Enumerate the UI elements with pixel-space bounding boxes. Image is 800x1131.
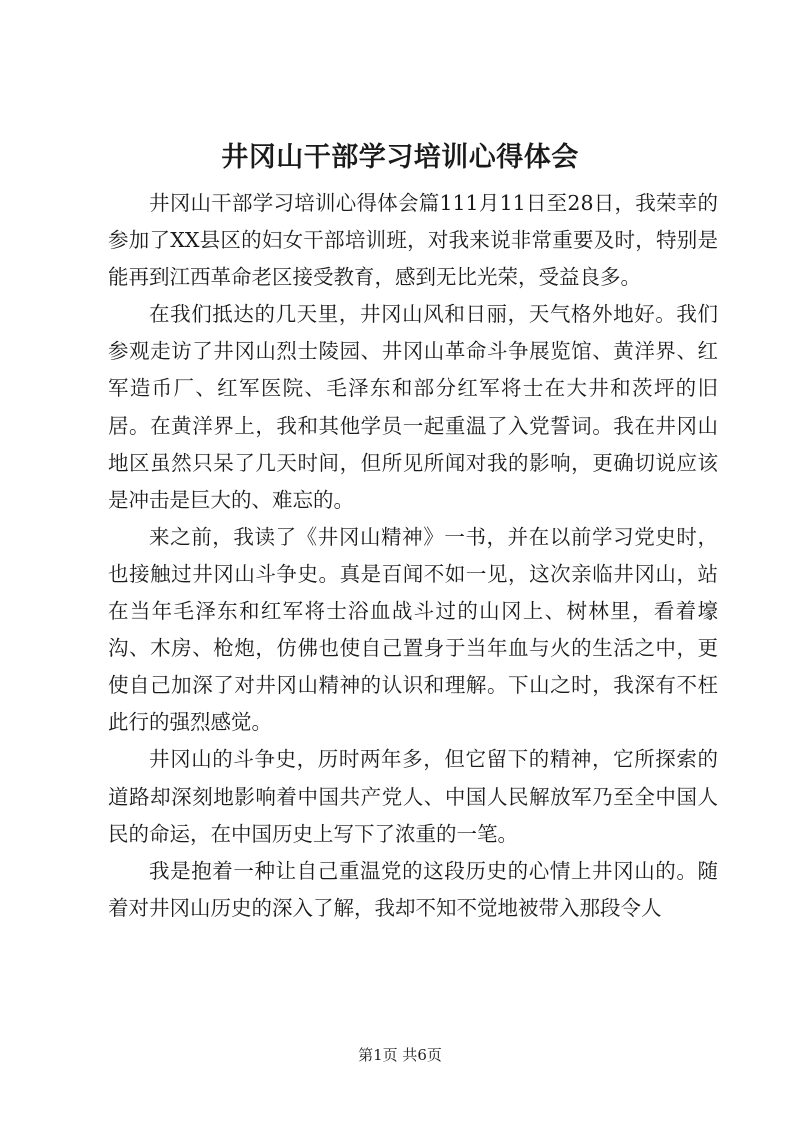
paragraph-3: 来之前，我读了《井冈山精神》一书，并在以前学习党史时，也接触过井冈山斗争史。真是百闻不如一见，这次亲临井冈山，站在当年毛泽东和红军将士浴血战斗过的山冈上、树林里，看着壕沟、木房、枪炮，仿佛也使自己置身于当年血与火的生活之中，更使自己加深了对井冈山精神的认识和理解。下山之时，我深有不枉此行的强烈感觉。: [108, 524, 718, 735]
page-number-footer: 第1页 共6页: [358, 1046, 442, 1064]
document-title: 井冈山干部学习培训心得体会: [221, 142, 579, 173]
document-body: [108, 185, 718, 927]
paragraph-1: 井冈山干部学习培训心得体会篇111月11日至28日，我荣幸的参加了XX县区的妇女干部培训班，对我来说非常重要及时，特别是能再到江西革命老区接受教育，感到无比光荣，受益良多。: [108, 191, 718, 290]
paragraph-2: 在我们抵达的几天里，井冈山风和日丽，天气格外地好。我们参观走访了井冈山烈士陵园、井冈山革命斗争展览馆、黄洋界、红军造币厂、红军医院、毛泽东和部分红军将士在大井和茨坪的旧居。在黄洋界上，我和其他学员一起重温了入党誓词。我在井冈山地区虽然只呆了几天时间，但所见所闻对我的影响，更确切说应该是冲击是巨大的、难忘的。: [108, 302, 718, 512]
paragraph-5: 我是抱着一种让自己重温党的这段历史的心情上井冈山的。随着对井冈山历史的深入了解，我却不知不觉地被带入那段令人: [108, 858, 718, 920]
paragraph-4: 井冈山的斗争史，历时两年多，但它留下的精神，它所探索的道路却深刻地影响着中国共产党人、中国人民解放军乃至全中国人民的命运，在中国历史上写下了浓重的一笔。: [108, 747, 718, 846]
